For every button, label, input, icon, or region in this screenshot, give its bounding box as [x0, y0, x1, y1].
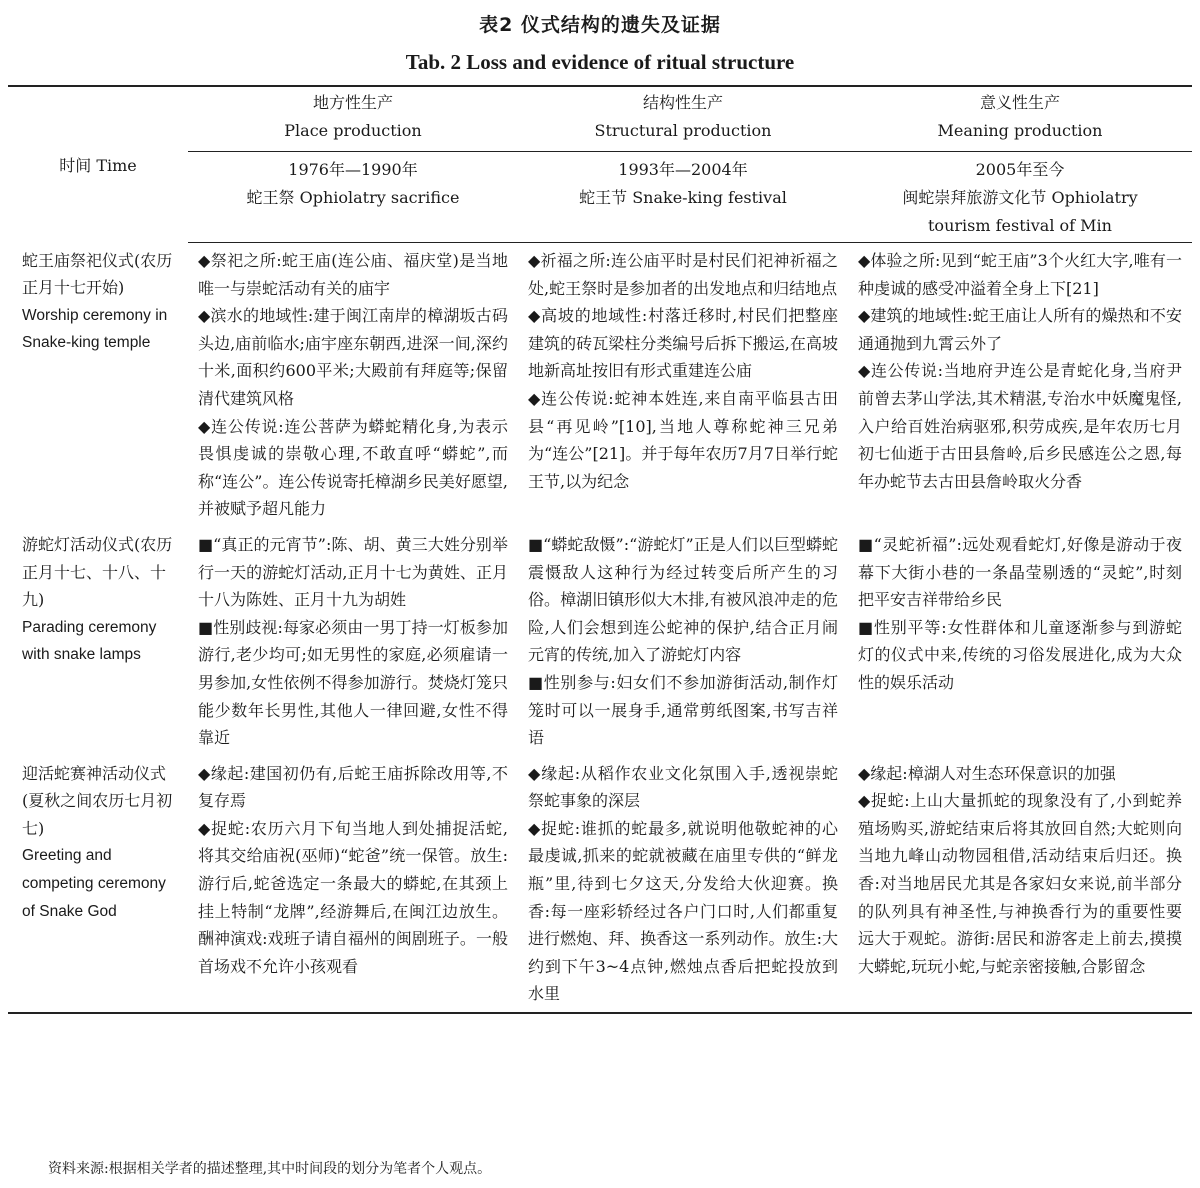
- header-col-en: Meaning production: [937, 121, 1103, 140]
- table-title-cn: 表2 仪式结构的遗失及证据: [479, 14, 721, 36]
- cell-paragraph: ◆建筑的地域性:蛇王庙让人所有的燥热和不安通通抛到九霄云外了: [858, 306, 1182, 353]
- cell-paragraph: ◆连公传说:连公菩萨为蟒蛇精化身,为表示畏惧虔诚的崇敬心理,不敢直呼“蟒蛇”,而称“连公”。连公传说寄托樟湖乡民美好愿望,并被赋予超凡能力: [198, 416, 508, 519]
- cell-paragraph: ◆捉蛇:谁抓的蛇最多,就说明他敬蛇神的心最虔诚,抓来的蛇就被藏在庙里专供的“鲜龙瓶”里,待到七夕这天,分发给大伙迎赛。换香:每一座彩轿经过各户门口时,人们都重复进行燃炮、拜、换香这一系列动作。放生:大约到下午3~4点钟,燃烛点香后把蛇投放到水里: [528, 818, 838, 1004]
- header-col-place: [188, 86, 518, 152]
- header-period-structural: [518, 152, 848, 243]
- table-title-en: Tab. 2 Loss and evidence of ritual structure: [405, 50, 795, 74]
- table-row: [8, 243, 1192, 527]
- cell-paragraph: ■性别平等:女性群体和儿童逐渐参与到游蛇灯的仪式中来,传统的习俗发展进化,成为大众性的娱乐活动: [858, 617, 1182, 692]
- row-label-cn: 蛇王庙祭祀仪式(农历正月十七开始): [22, 250, 173, 298]
- cell-paragraph: ◆捉蛇:上山大量抓蛇的现象没有了,小到蛇养殖场购买,游蛇结束后将其放回自然;大蛇则向当地九峰山动物园租借,活动结束后归还。换香:对当地居民尤其是各家妇女来说,前半部分的队列具有神圣性,与神换香行为的重要性要远大于观蛇。游街:居民和游客走上前去,摸摸大蟒蛇,玩玩小蛇,与蛇亲密接触,合影留念: [858, 791, 1182, 976]
- cell-paragraph: ■“蟒蛇敌慑”:“游蛇灯”正是人们以巨型蟒蛇震慑敌人这种行为经过转变后所产生的习俗。樟湖旧镇形似大木排,有被风浪冲走的危险,人们会想到连公蛇神的保护,结合正月闹元宵的传统,加入了游蛇灯内容: [528, 534, 838, 665]
- table-cell: [188, 243, 518, 527]
- cell-paragraph: ◆高坡的地域性:村落迁移时,村民们把整座建筑的砖瓦梁柱分类编号后拆下搬运,在高坡地新高址按旧有形式重建连公庙: [528, 306, 838, 381]
- table-cell: [848, 756, 1192, 1013]
- cell-paragraph: ◆捉蛇:农历六月下旬当地人到处捕捉活蛇,将其交给庙祝(巫师)“蛇爸”统一保管。放生:游行后,蛇爸选定一条最大的蟒蛇,在其颈上挂上特制“龙牌”,经游舞后,在闽江边放生。酬神演戏:戏班子请自福州的闽剧班子。一般首场戏不允许小孩观看: [198, 818, 508, 976]
- cell-paragraph: ◆连公传说:蛇神本姓连,来自南平临县古田县“再见岭”[10],当地人尊称蛇神三兄弟为“连公”[21]。并于每年农历7月7日举行蛇王节,以为纪念: [528, 388, 838, 491]
- table-cell: [188, 527, 518, 756]
- row-label-en: Parading ceremony with snake lamps: [22, 618, 157, 664]
- source-footnote: 资料来源:根据相关学者的描述整理,其中时间段的划分为笔者个人观点。: [48, 1161, 492, 1177]
- cell-paragraph: ◆缘起:樟湖人对生态环保意识的加强: [858, 763, 1116, 783]
- cell-paragraph: ◆祈福之所:连公庙平时是村民们祀神祈福之处,蛇王祭时是参加者的出发地点和归结地点: [528, 251, 838, 298]
- cell-paragraph: ◆祭祀之所:蛇王庙(连公庙、福庆堂)是当地唯一与崇蛇活动有关的庙宇: [198, 251, 508, 298]
- table-cell: [518, 243, 848, 527]
- row-label: [8, 756, 188, 1013]
- table-cell: [518, 756, 848, 1013]
- header-period-meaning: [848, 152, 1192, 243]
- table-cell: [188, 756, 518, 1013]
- cell-paragraph: ■性别参与:妇女们不参加游街活动,制作灯笼时可以一展身手,通常剪纸图案,书写吉祥语: [528, 672, 838, 748]
- row-label-cn: 迎活蛇赛神活动仪式(夏秋之间农历七月初七): [22, 763, 173, 838]
- header-col-cn: 结构性生产: [642, 93, 723, 112]
- ritual-structure-table: [8, 85, 1192, 1014]
- cell-paragraph: ■“真正的元宵节”:陈、胡、黄三大姓分别举行一天的游蛇灯活动,正月十七为黄姓、正月十八为陈姓、正月十九为胡姓: [198, 534, 508, 610]
- header-period-place: [188, 152, 518, 243]
- row-label: [8, 243, 188, 527]
- table-cell: [848, 243, 1192, 527]
- cell-paragraph: ◆滨水的地域性:建于闽江南岸的樟湖坂古码头边,庙前临水;庙宇座东朝西,进深一间,深约十米,面积约600平米;大殿前有拜庭等;保留清代建筑风格: [198, 306, 508, 408]
- header-years: 1976年—1990年: [288, 160, 418, 179]
- header-time: 时间 Time: [8, 86, 188, 243]
- row-label: [8, 527, 188, 756]
- cell-paragraph: ■性别歧视:每家必须由一男丁持一灯板参加游行,老少均可;如无男性的家庭,必须雇请一男参加,女性依例不得参加游行。焚烧灯笼只能少数年长男性,其他人一律回避,女性不得靠近: [198, 617, 508, 748]
- row-label-en: Greeting and competing ceremony of Snake God: [22, 847, 166, 920]
- cell-paragraph: ◆缘起:建国初仍有,后蛇王庙拆除改用等,不复存焉: [198, 763, 508, 811]
- table-row: [8, 756, 1192, 1013]
- header-event: 闽蛇崇拜旅游文化节 Ophiolatry tourism festival of Min: [902, 188, 1138, 235]
- cell-paragraph: ■“灵蛇祈福”:远处观看蛇灯,好像是游动于夜幕下大街小巷的一条晶莹剔透的“灵蛇”,时刻把平安吉祥带给乡民: [858, 534, 1182, 610]
- row-label-en: Worship ceremony in Snake-king temple: [22, 306, 168, 352]
- cell-paragraph: ◆体验之所:见到“蛇王庙”3个火红大字,唯有一种虔诚的感受冲溢着全身上下[21]: [858, 251, 1182, 298]
- header-event: 蛇王祭 Ophiolatry sacrifice: [246, 188, 460, 207]
- header-col-cn: 地方性生产: [312, 93, 393, 112]
- header-col-en: Place production: [284, 121, 422, 140]
- row-label-cn: 游蛇灯活动仪式(农历正月十七、十八、十九): [22, 534, 173, 610]
- table-row: [8, 527, 1192, 756]
- cell-paragraph: ◆连公传说:当地府尹连公是青蛇化身,当府尹前曾去茅山学法,其术精湛,专治水中妖魔鬼怪,入户给百姓治病驱邪,积劳成疾,是年农历七月初七仙逝于古田县詹岭,后乡民感连公之恩,每年办蛇节去古田县詹岭取火分香: [858, 361, 1182, 491]
- header-col-meaning: [848, 86, 1192, 152]
- header-col-cn: 意义性生产: [979, 93, 1060, 112]
- table-cell: [518, 527, 848, 756]
- table-cell: [848, 527, 1192, 756]
- header-col-structural: [518, 86, 848, 152]
- header-years: 2005年至今: [975, 160, 1065, 179]
- header-event: 蛇王节 Snake-king festival: [579, 188, 787, 207]
- header-years: 1993年—2004年: [618, 160, 748, 179]
- cell-paragraph: ◆缘起:从稻作农业文化氛围入手,透视崇蛇祭蛇事象的深层: [528, 763, 838, 811]
- header-col-en: Structural production: [594, 121, 772, 140]
